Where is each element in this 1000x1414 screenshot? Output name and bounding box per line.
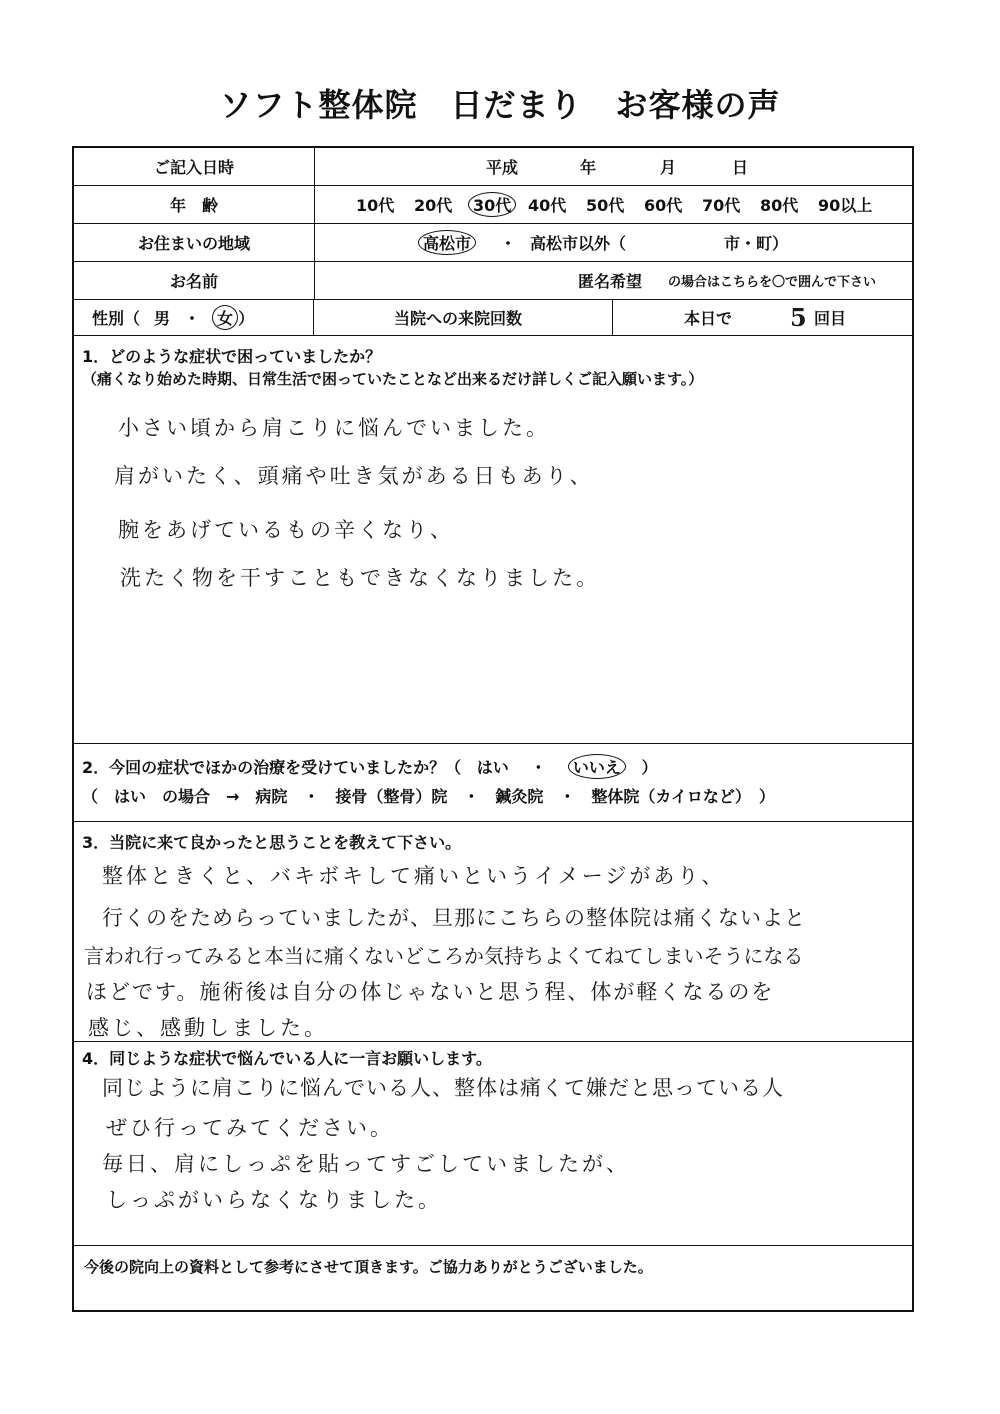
anonymous-option: 匿名希望	[578, 272, 643, 291]
day-label: 日	[732, 158, 749, 177]
visits-label: 当院への来院回数	[394, 309, 523, 328]
q1-subtitle: （痛くなり始めた時期、日常生活で困っていたことなど出来るだけ詳しくご記入願います。）	[82, 370, 704, 388]
q3-answer-line: 言われ行ってみると本当に痛くないどころか気持ちよくてねてしまいそうになる	[84, 944, 804, 968]
q1-answer-line: 洗たく物を干すこともできなくなりました。	[120, 566, 600, 590]
q1-answer-line: 腕をあげているもの辛くなり、	[118, 518, 454, 542]
survey-form	[72, 146, 914, 1312]
q2-yes: はい	[476, 758, 509, 777]
footer-note: 今後の院向上の資料として参考にさせて頂きます。ご協力ありがとうございました。	[84, 1258, 653, 1276]
q3-section	[74, 822, 912, 1042]
date-label: ご記入日時	[74, 148, 315, 185]
q2-section	[74, 744, 912, 822]
q3-answer-line: 行くのをためらっていましたが、旦那にこちらの整体院は痛くないよと	[102, 906, 806, 930]
name-row	[74, 262, 912, 300]
age-option: 90以上	[818, 196, 873, 215]
visits-count: 5	[790, 303, 810, 332]
q3-answer-line: ほどです。施術後は自分の体じゃないと思う程、体が軽くなるのを	[86, 980, 775, 1004]
name-label: お名前	[74, 262, 315, 299]
q1-answer-line: 肩がいたく、頭痛や吐き気がある日もあり、	[114, 464, 594, 488]
gender-label	[74, 300, 314, 335]
q3-answer-line: 感じ、感動しました。	[88, 1016, 328, 1040]
area-option-other: 高松市以外（	[530, 234, 627, 253]
q4-answer-line: 毎日、肩にしっぷを貼ってすごしていましたが、	[102, 1152, 630, 1176]
date-row	[74, 148, 912, 186]
year-label: 年	[580, 158, 597, 177]
q2-separator: ・	[530, 758, 547, 777]
age-option: 50代	[586, 196, 625, 215]
age-option: 60代	[644, 196, 683, 215]
name-value	[314, 262, 912, 299]
age-option: 20代	[414, 196, 453, 215]
form-title: ソフト整体院 日だまり お客様の声	[219, 86, 781, 124]
age-option: 70代	[702, 196, 741, 215]
q4-answer-line: ぜひ行ってみてください。	[106, 1116, 394, 1140]
gender-male: 男	[154, 309, 171, 328]
q1-title: 1．どのような症状で困っていましたか？	[82, 347, 382, 366]
q2-subtitle: （ はい の場合 → 病院 ・ 接骨（整骨）院 ・ 鍼灸院 ・ 整体院（カイロなど） ）	[82, 787, 775, 806]
visits-today: 本日で	[684, 309, 733, 328]
visits-value	[314, 300, 912, 335]
age-option: 40代	[528, 196, 567, 215]
age-option: 10代	[356, 196, 395, 215]
q2-title: 2．今回の症状でほかの治療を受けていましたか？（	[82, 758, 462, 777]
gender-suffix: ）	[238, 309, 255, 328]
area-value	[314, 224, 912, 261]
q4-section	[74, 1042, 912, 1246]
area-suffix: 市・町）	[724, 234, 789, 253]
q3-title: 3．当院に来て良かったと思うことを教えて下さい。	[82, 833, 462, 852]
month-label: 月	[660, 158, 677, 177]
q2-no-selected: いいえ	[568, 754, 626, 779]
age-option-selected: 30代	[468, 192, 516, 217]
age-option: 80代	[760, 196, 799, 215]
gender-separator: ・	[184, 309, 201, 328]
q4-answer-line: 同じように肩こりに悩んでいる人、整体は痛くて嫌だと思っている人	[102, 1076, 784, 1100]
q2-close: ）	[641, 758, 658, 777]
anonymous-note: の場合はこちらを〇で囲んで下さい	[668, 275, 877, 290]
visits-divider	[612, 300, 613, 335]
area-row	[74, 224, 912, 262]
area-option-takamatsu: 高松市	[418, 230, 476, 255]
q3-answer-line: 整体ときくと、バキボキして痛いというイメージがあり、	[102, 864, 726, 888]
area-separator: ・	[500, 234, 517, 253]
gender-female-selected: 女	[212, 305, 238, 330]
age-row	[74, 186, 912, 224]
gender-row	[74, 300, 912, 336]
q1-section	[74, 336, 912, 744]
q4-title: 4．同じような症状で悩んでいる人に一言お願いします。	[82, 1049, 492, 1068]
age-options	[314, 186, 912, 223]
visits-unit: 回目	[814, 309, 847, 328]
q2-title-line	[82, 754, 658, 779]
area-label: お住まいの地域	[74, 224, 315, 261]
gender-prefix: 性別（	[92, 309, 141, 328]
q4-answer-line: しっぷがいらなくなりました。	[106, 1188, 442, 1212]
date-value	[314, 148, 912, 185]
age-label: 年 齢	[74, 186, 315, 223]
era-label: 平成	[486, 158, 519, 177]
q1-answer-line: 小さい頃から肩こりに悩んでいました。	[118, 416, 550, 440]
